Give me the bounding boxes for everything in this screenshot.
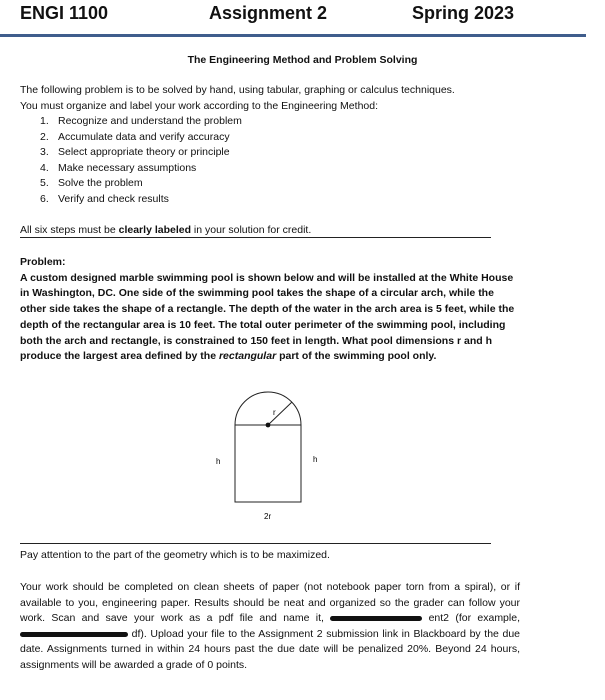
- label-r: r: [273, 408, 276, 417]
- section-rule: [20, 543, 491, 544]
- rectangle-outline: [235, 425, 301, 502]
- label-h-right: h: [313, 455, 318, 464]
- credit-requirement: All six steps must be clearly labeled in your solution for credit.: [20, 224, 312, 236]
- term-label: Spring 2023: [412, 3, 515, 23]
- engineering-method-steps: [40, 114, 242, 207]
- pool-diagram: [200, 385, 340, 525]
- redaction-mark: [20, 632, 128, 637]
- problem-body: A custom designed marble swimming pool is shown below and will be installed at the White House in Washington, DC. One side of the swimming pool takes the shape of a circular arch, while the other side takes the shape of a rectangle. The depth of the water in the arch area is 5 feet, while the depth of the rectangular area is 10 feet. The total outer perimeter of the swimming pool, including both the arch and rectangle, is constrained to 150 feet in length. What pool dimensions r and h produce the largest area defined by the rectangular part of the swimming pool only.: [20, 271, 515, 363]
- list-item: 4. Make necessary assumptions: [40, 161, 197, 174]
- header-divider: [0, 34, 586, 37]
- center-point: [266, 423, 271, 428]
- list-item: 1. Recognize and understand the problem: [40, 115, 242, 127]
- intro-paragraph: [20, 83, 590, 114]
- list-item: 6. Verify and check results: [40, 192, 169, 205]
- document-subtitle: The Engineering Method and Problem Solving: [187, 54, 418, 66]
- maximize-note: Pay attention to the part of the geometry which is to be maximized.: [20, 549, 330, 561]
- assignment-title: Assignment 2: [209, 3, 328, 23]
- emphasis-text: clearly labeled: [118, 224, 192, 236]
- label-h-left: h: [216, 457, 221, 466]
- list-item: 5. Solve the problem: [40, 177, 143, 189]
- section-rule: [20, 237, 491, 238]
- arch-outline: [235, 392, 301, 425]
- redaction-mark: [330, 616, 422, 621]
- pool-diagram-svg: [200, 385, 340, 525]
- radius-line: [268, 402, 292, 425]
- instructions-part-1: Your work should be completed on clean sheets of paper (not notebook paper torn from a spiral), or if available to you, engineering paper. Results should be neat and organized so the grader can follow your work. Scan and save your work as a pdf file and name it,: [20, 581, 520, 625]
- problem-heading: Problem:: [20, 256, 66, 268]
- label-2r: 2r: [264, 512, 272, 521]
- list-item: 3. Select appropriate theory or principle: [40, 146, 230, 158]
- course-code: ENGI 1100: [20, 3, 109, 23]
- page-header: [0, 0, 605, 32]
- instructions-part-2b: df). Upload your file to the Assignment 2 submission link in Blackboard by the due date. Assignments turned in within 24 hours past the due date will be penalized 20%. Beyond 24 hours, assignments will be awarded a grade of 0 points.: [20, 627, 520, 671]
- submission-instructions: [20, 580, 520, 674]
- intro-line-1: The following problem is to be solved by hand, using tabular, graphing or calculus techniques.: [20, 84, 455, 96]
- instructions-part-2a: ent2 (for example,: [428, 612, 520, 625]
- intro-line-2: You must organize and label your work according to the Engineering Method:: [20, 99, 378, 112]
- problem-statement: [20, 255, 520, 365]
- list-item: 2. Accumulate data and verify accuracy: [40, 130, 230, 143]
